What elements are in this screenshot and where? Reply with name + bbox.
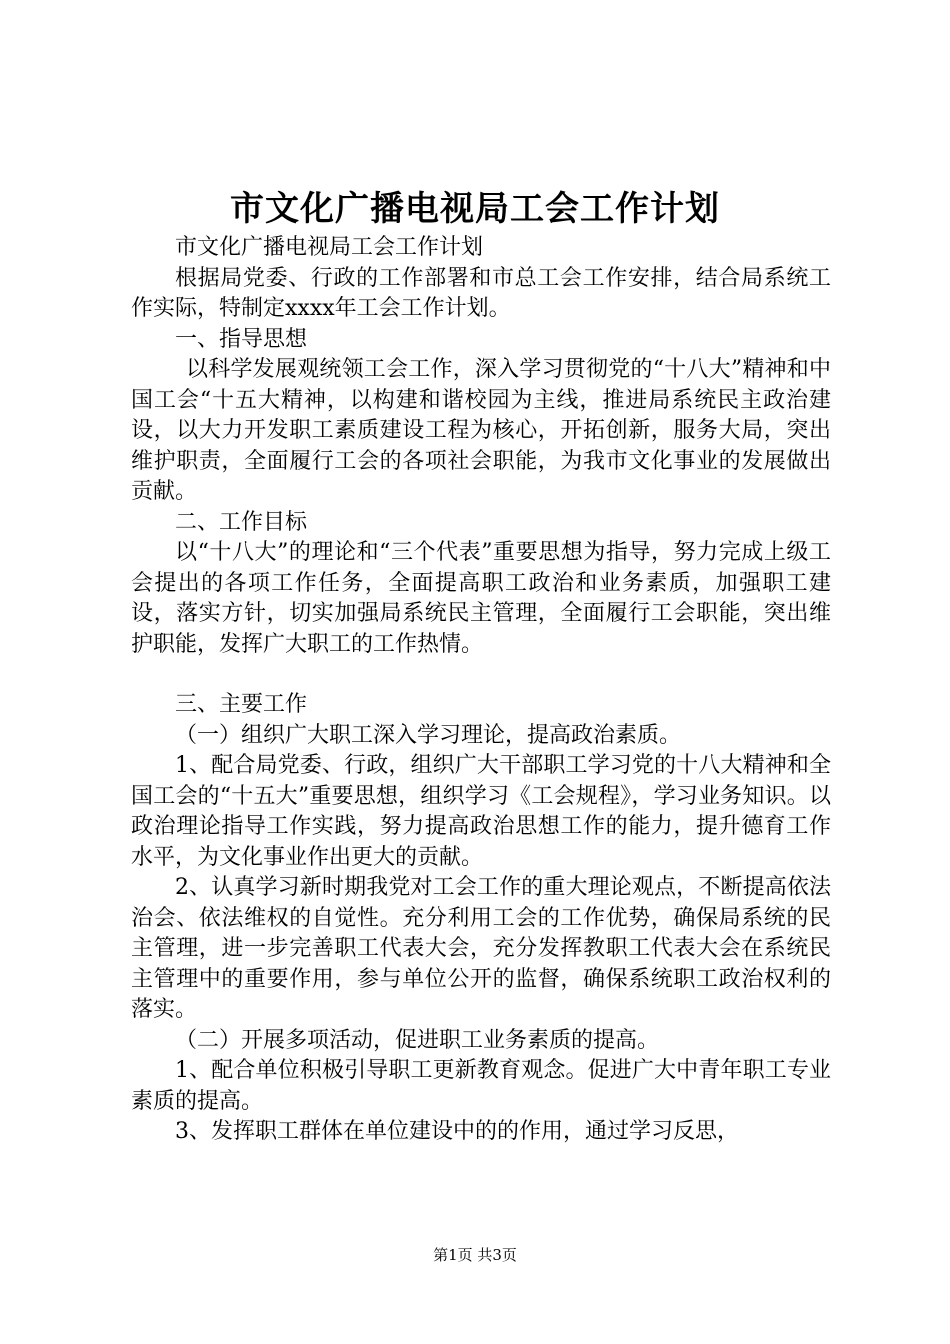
paragraph: 二、工作目标: [175, 509, 308, 535]
paragraph-spacer: [131, 660, 831, 690]
document-title: 市文化广播电视局工会工作计划: [230, 189, 720, 229]
paragraph: 市文化广播电视局工会工作计划: [175, 235, 484, 260]
paragraph: （一）组织广大职工深入学习理论，提高政治素质。: [175, 722, 682, 748]
paragraph: 一、指导思想: [175, 326, 308, 352]
paragraph: 1、配合单位积极引导职工更新教育观念。促进广大中青年职工专业素质的提高。: [131, 1058, 831, 1114]
page-footer: 第1页 共3页: [433, 1246, 517, 1264]
paragraph: 3、发挥职工群体在单位建设中的的作用，通过学习反思，: [175, 1119, 739, 1144]
paragraph: 以“十八大”的理论和“三个代表”重要思想为指导，努力完成上级工会提出的各项工作任务，全面提高职工政治和业务素质，加强职工建设，落实方针，切实加强局系统民主管理，全面履行工会职能，突出维护职能，发挥广大职工的工作热情。: [131, 540, 831, 657]
paragraph: 三、主要工作: [175, 692, 308, 717]
paragraph: 根据局党委、行政的工作部署和市总工会工作安排，结合局系统工作实际，特制定xxxx年工会工作计划。: [131, 265, 831, 321]
paragraph: 2、认真学习新时期我党对工会工作的重大理论观点，不断提高依法治会、依法维权的自觉性。充分利用工会的工作优势，确保局系统的民主管理，进一步完善职工代表大会，充分发挥教职工代表大会在系统民主管理中的重要作用，参与单位公开的监督，确保系统职工政治权利的落实。: [131, 875, 831, 1022]
paragraph: 以科学发展观统领工会工作，深入学习贯彻党的“十八大”精神和中国工会“十五大精神，以构建和谐校园为主线，推进局系统民主政治建设，以大力开发职工素质建设工程为核心，开拓创新，服务大局，突出维护职责，全面履行工会的各项社会职能，为我市文化事业的发展做出贡献。: [131, 357, 831, 504]
paragraph: 1、配合局党委、行政，组织广大干部职工学习党的十八大精神和全国工会的“十五大”重要思想，组织学习《工会规程》，学习业务知识。以政治理论指导工作实践，努力提高政治思想工作的能力，提升德育工作水平，为文化事业作出更大的贡献。: [131, 753, 831, 870]
document-body: [131, 233, 831, 1148]
paragraph: （二）开展多项活动，促进职工业务素质的提高。: [175, 1027, 660, 1053]
